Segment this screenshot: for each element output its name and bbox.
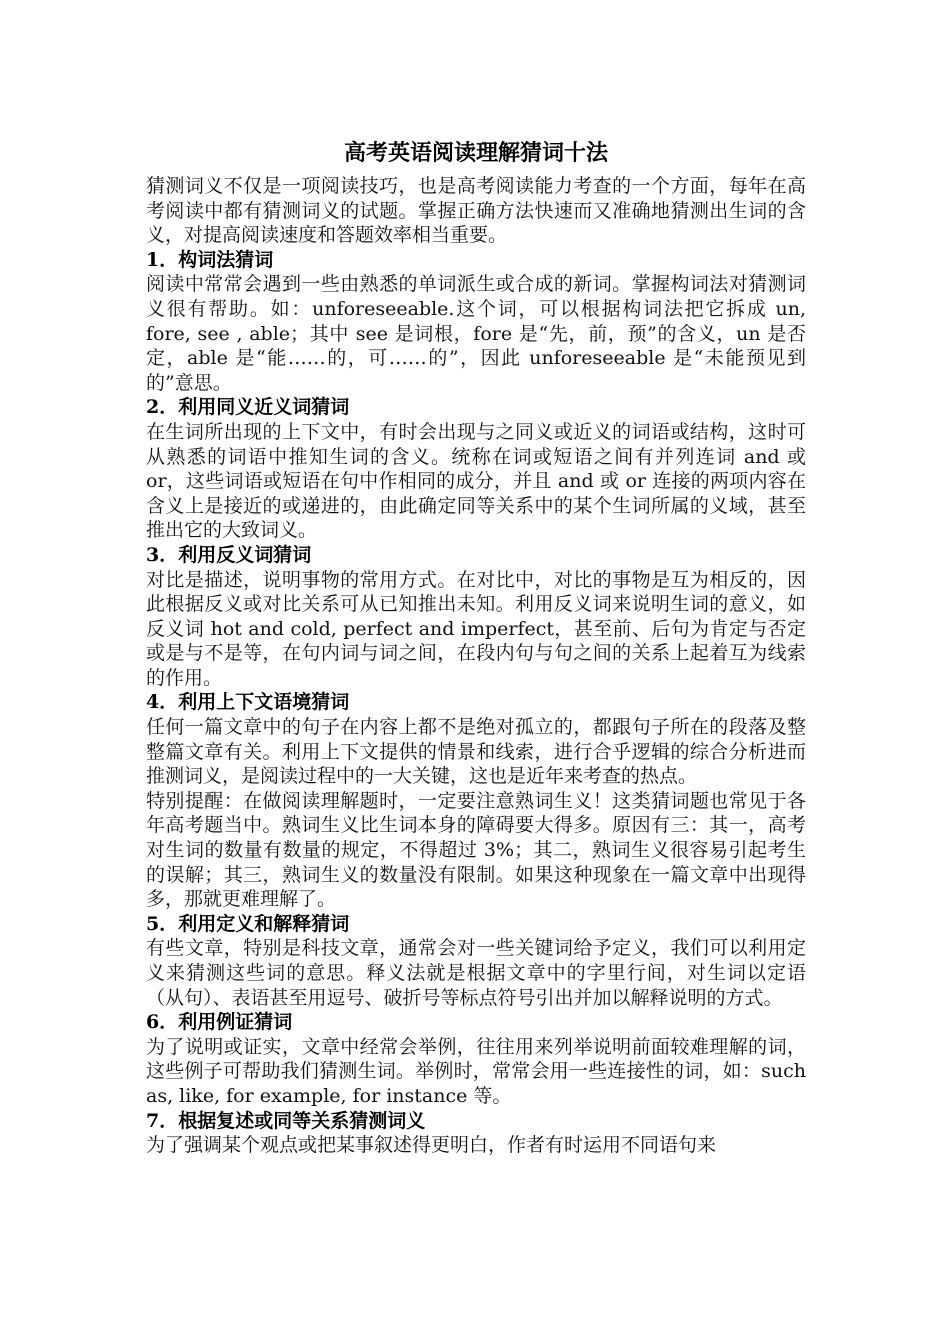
section-2-paragraph-1: 在生词所出现的上下文中，有时会出现与之同义或近义的词语或结构，这时可从熟悉的词语中推知生词的含义。统称在词或短语之间有并列连词 and 或 or，这些词语或短语在句中作相同的成分，并且 and 或 or 连接的两项内容在含义上是接近的或递进的，由此确定同等关系中的某个生词所属的义域，甚至推出它的大致词义。	[146, 420, 806, 542]
section-heading-7: 7．根据复述或同等关系猜测词义	[146, 1109, 426, 1132]
section-heading-5: 5．利用定义和解释猜词	[146, 912, 350, 935]
section-7-paragraph-1: 为了强调某个观点或把某事叙述得更明白，作者有时运用不同语句来	[146, 1134, 717, 1157]
section-heading-3: 3．利用反义词猜词	[146, 543, 312, 566]
section-heading-1: 1．构词法猜词	[146, 248, 274, 271]
section-heading-6: 6．利用例证猜词	[146, 1011, 293, 1034]
section-3-paragraph-1: 对比是描述，说明事物的常用方式。在对比中，对比的事物是互为相反的，因此根据反义或对比关系可从已知推出未知。利用反义词来说明生词的意义，如反义词 hot and cold, perfect and imperfect，甚至前、后句为肯定与否定或是与不是等，在句内词与词之间，在段内句与句之间的关系上起着互为线索的作用。	[146, 568, 806, 689]
section-4-paragraph-1: 任何一篇文章中的句子在内容上都不是绝对孤立的，都跟句子所在的段落及整整篇文章有关。利用上下文提供的情景和线索，进行合乎逻辑的综合分析进而推测词义，是阅读过程中的一大关键，这也是近年来考查的热点。	[146, 716, 806, 788]
section-1-paragraph-1: 阅读中常常会遇到一些由熟悉的单词派生或合成的新词。掌握构词法对猜测词义很有帮助。如：unforeseeable.这个词，可以根据构词法把它拆成 un, fore, see , able；其中 see 是词根，fore 是“先，前，预”的含义，un 是否定，able 是“能……的，可……的”，因此 unforeseeable 是“未能预见到的”意思。	[146, 273, 806, 394]
document-title: 高考英语阅读理解猜词十法	[343, 140, 608, 166]
intro-paragraph: 猜测词义不仅是一项阅读技巧，也是高考阅读能力考查的一个方面，每年在高考阅读中都有猜测词义的试题。掌握正确方法快速而又准确地猜测出生词的含义，对提高阅读速度和答题效率相当重要。	[146, 175, 806, 247]
section-6-paragraph-1: 为了说明或证实，文章中经常会举例，往往用来列举说明前面较难理解的词，这些例子可帮助我们猜测生词。举例时，常常会用一些连接性的词，如：such as, like, for example, for instance 等。	[146, 1035, 806, 1107]
document-page	[146, 128, 806, 1158]
section-heading-4: 4．利用上下文语境猜词	[146, 691, 350, 714]
section-5-paragraph-1: 有些文章，特别是科技文章，通常会对一些关键词给予定义，我们可以利用定义来猜测这些词的意思。释义法就是根据文章中的字里行间，对生词以定语（从句）、表语甚至用逗号、破折号等标点符号引出并加以解释说明的方式。	[146, 937, 806, 1009]
section-heading-2: 2．利用同义近义词猜词	[146, 396, 350, 419]
section-4-paragraph-2: 特别提醒：在做阅读理解题时，一定要注意熟词生义！这类猜词题也常见于各年高考题当中。熟词生义比生词本身的障碍要大得多。原因有三：其一，高考对生词的数量有数量的规定，不得超过 3%；其二，熟词生义很容易引起考生的误解；其三，熟词生义的数量没有限制。如果这种现象在一篇文章中出现得多，那就更难理解了。	[146, 789, 806, 911]
